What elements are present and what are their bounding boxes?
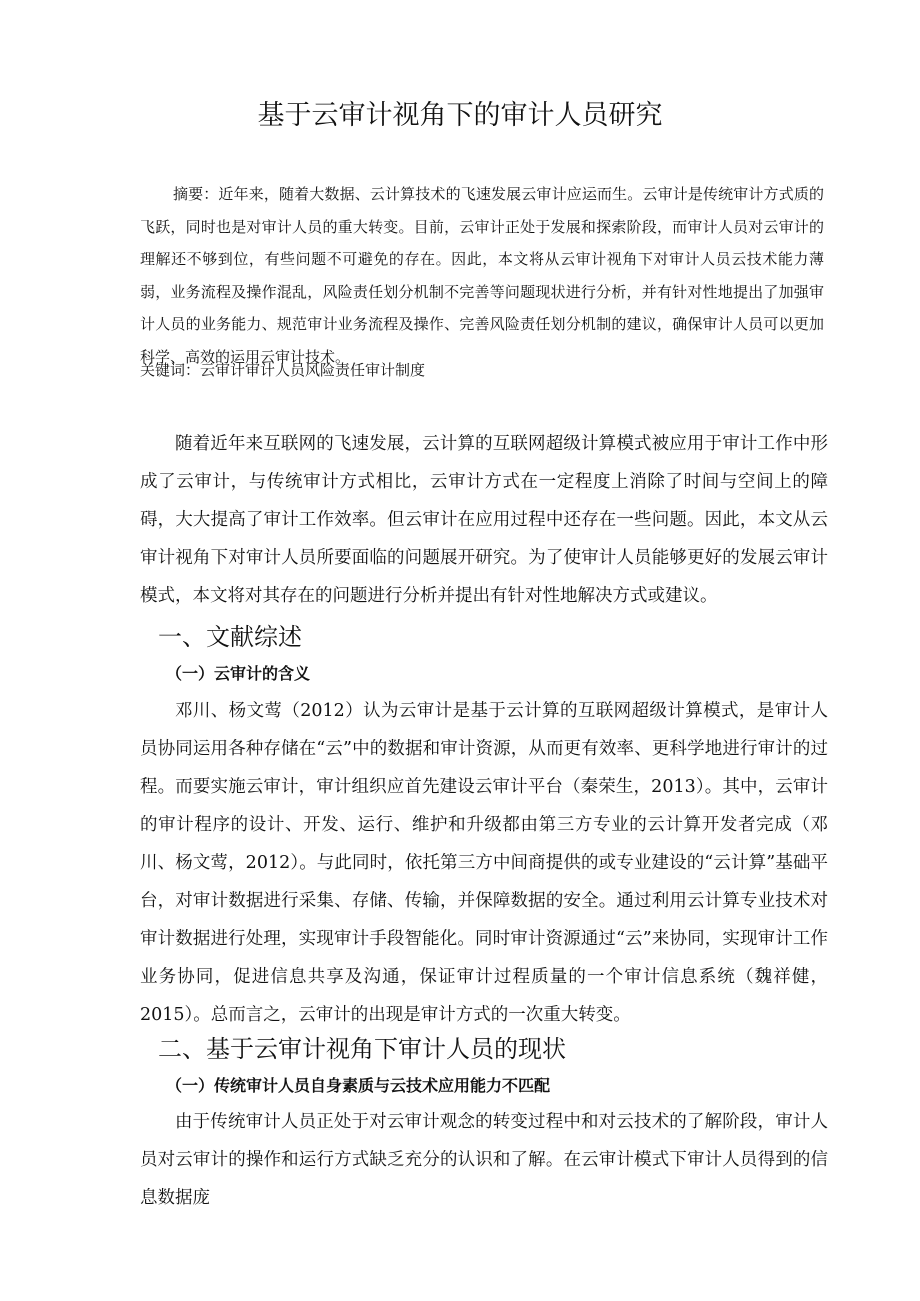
subsection-heading-competence-mismatch: （一）传统审计人员自身素质与云技术应用能力不匹配 xyxy=(166,1076,551,1095)
intro-paragraph: 随着近年来互联网的飞速发展，云计算的互联网超级计算模式被应用于审计工作中形成了云审计，与传统审计方式相比，云审计方式在一定程度上消除了时间与空间上的障碍，大大提高了审计工作效率。但云审计在应用过程中还存在一些问题。因此，本文从云审计视角下对审计人员所要面临的问题展开研究。为了使审计人员能够更好的发展云审计模式，本文将对其存在的问题进行分析并提出有针对性地解决方式或建议。 xyxy=(140,434,828,606)
document-title: 基于云审计视角下的审计人员研究 xyxy=(257,100,663,131)
section-heading-auditor-status: 二、基于云审计视角下审计人员的现状 xyxy=(158,1035,566,1063)
literature-review-paragraph: 邓川、杨文莺（2012）认为云审计是基于云计算的互联网超级计算模式，是审计人员协同运用各种存储在“云”中的数据和审计资源，从而更有效率、更科学地进行审计的过程。而要实施云审计，审计组织应首先建设云审计平台（秦荣生，2013）。其中，云审计的审计程序的设计、开发、运行、维护和升级都由第三方专业的云计算开发者完成（邓川、杨文莺，2012）。与此同时，依托第三方中间商提供的或专业建设的“云计算”基础平台，对审计数据进行采集、存储、传输，并保障数据的安全。通过利用云计算专业技术对审计数据进行处理，实现审计手段智能化。同时审计资源通过“云”来协同，实现审计工作业务协同，促进信息共享及沟通，保证审计过程质量的一个审计信息系统（魏祥健，2015）。总而言之，云审计的出现是审计方式的一次重大转变。 xyxy=(140,701,828,1025)
competence-mismatch-paragraph: 由于传统审计人员正处于对云审计观念的转变过程中和对云技术的了解阶段，审计人员对云审计的操作和运行方式缺乏充分的认识和了解。在云审计模式下审计人员得到的信息数据庞 xyxy=(140,1112,828,1208)
abstract-paragraph: 摘要：近年来，随着大数据、云计算技术的飞速发展云审计应运而生。云审计是传统审计方式质的飞跃，同时也是对审计人员的重大转变。目前，云审计正处于发展和探索阶段，而审计人员对云审计的理解还不够到位，有些问题不可避免的存在。因此，本文将从云审计视角下对审计人员云技术能力薄弱，业务流程及操作混乱，风险责任划分机制不完善等问题现状进行分析，并有针对性地提出了加强审计人员的业务能力、规范审计业务流程及操作、完善风险责任划分机制的建议，确保审计人员可以更加科学、高效的运用云审计技术。 xyxy=(140,185,824,366)
section-heading-literature-review: 一、文献综述 xyxy=(158,623,302,651)
keywords-line: 关键词：云审计审计人员风险责任审计制度 xyxy=(140,361,426,379)
subsection-heading-cloud-audit-meaning: （一）云审计的含义 xyxy=(166,664,311,683)
